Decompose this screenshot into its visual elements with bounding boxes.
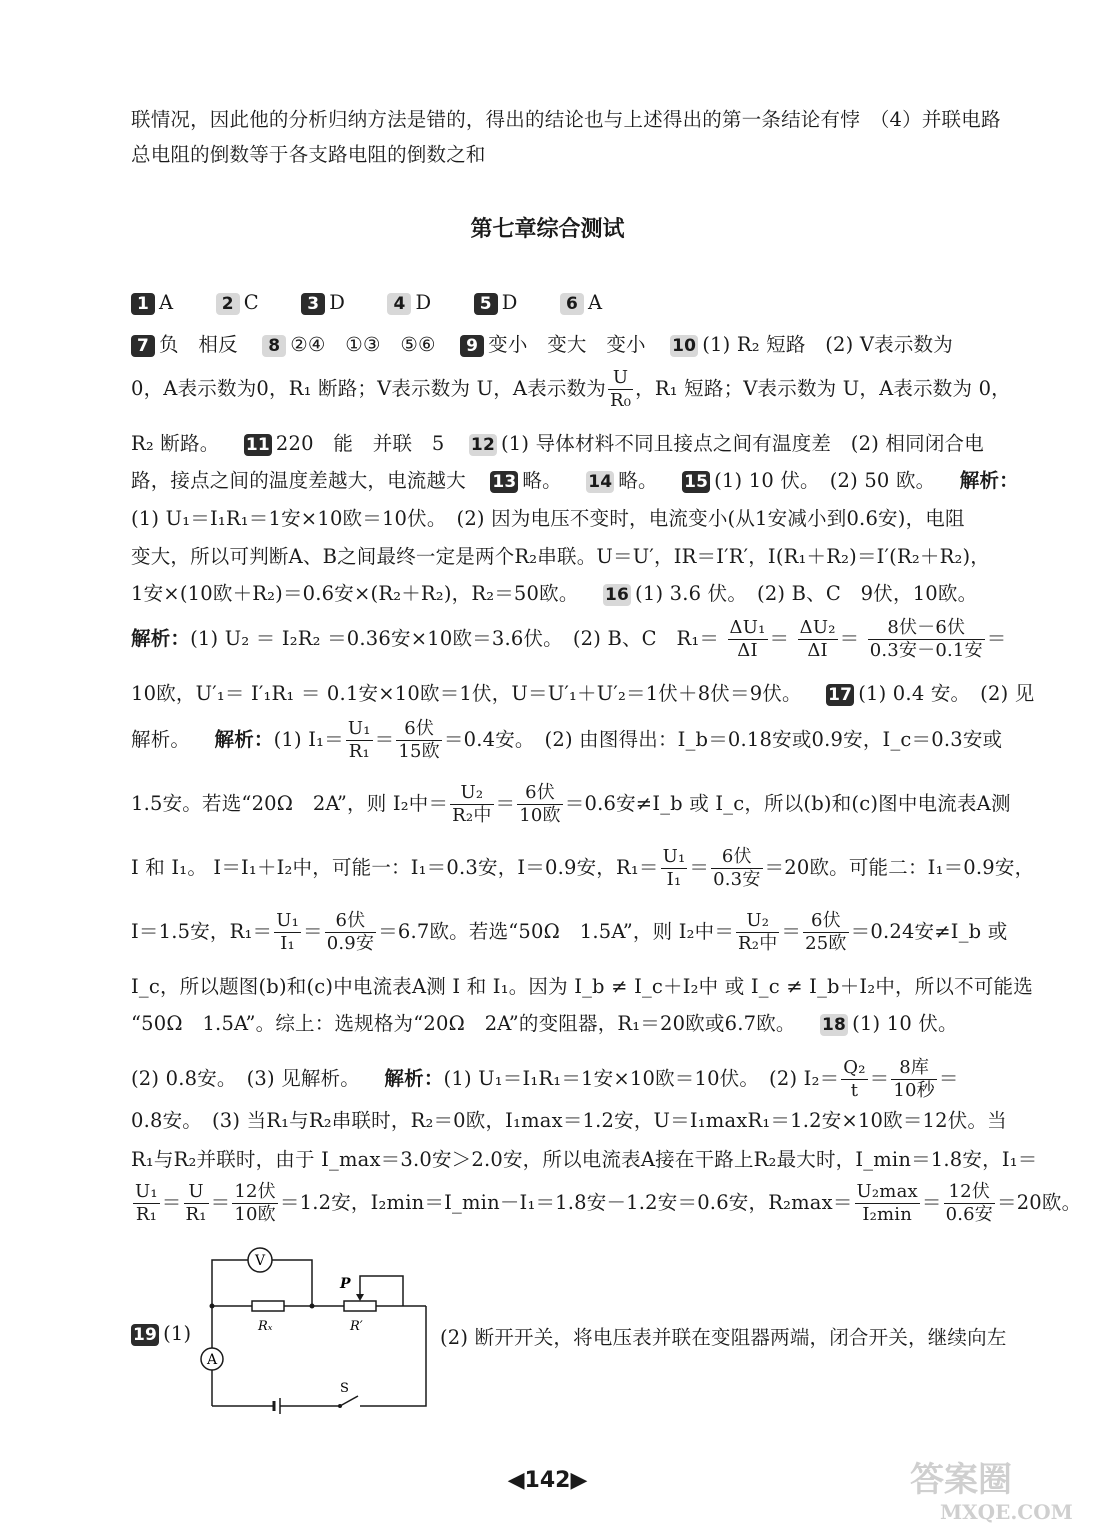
question-number-badge: 4 xyxy=(387,293,411,315)
numerator: 6伏 xyxy=(396,718,442,741)
text-span: 解析。 xyxy=(131,728,191,751)
fraction xyxy=(944,1181,995,1226)
switch-label: S xyxy=(340,1381,349,1396)
denominator: R₀ xyxy=(610,390,632,411)
text-line: I 和 I₁。 I＝I₁＋I₂中，可能一：I₁＝0.3安，I＝0.9安，R₁＝ $\frac{\text{U₁}}{\text{I₁}}$ ＝ $\frac{\text{6伏}}{\text{0.3安}}$ ＝20欧。可能二：I₁＝0.9安， xyxy=(131,846,1035,890)
fraction xyxy=(803,910,849,955)
fraction xyxy=(450,782,493,827)
text-span: 0，A表示数为0，R₁ 断路；V表示数为 U，A表示数为 xyxy=(131,377,606,400)
text-span: “50Ω 1.5A”。综上：选规格为“20Ω 2A”的变阻器，R₁＝20欧或6.7欧。 xyxy=(131,1012,796,1035)
numerator: 12伏 xyxy=(234,1181,276,1202)
fraction xyxy=(133,1181,160,1226)
numerator: U₁ xyxy=(135,1181,158,1202)
answer-row xyxy=(131,1322,191,1346)
text-span: I 和 I₁。 I＝I₁＋I₂中，可能一：I₁＝0.3安，I＝0.9安，R₁＝ xyxy=(131,856,659,879)
denominator: 0.6安 xyxy=(945,1204,993,1225)
denominator: 0.3安 xyxy=(713,869,761,890)
answer-text: 变小 变大 变小 xyxy=(488,333,646,356)
page-number: ◀142▶ xyxy=(507,1468,588,1493)
text-line: 变大，所以可判断A、B之间最终一定是两个R₂串联。U＝U′，IR＝I′R′，I(R₁＋R₂)＝I′(R₂＋R₂)， xyxy=(131,545,990,568)
answer-text: (1) 10 伏。 (2) 50 欧。 xyxy=(714,469,936,492)
text-line: (2) 断开开关，将电压表并联在变阻器两端，闭合开关，继续向左 xyxy=(440,1326,1007,1349)
fraction xyxy=(891,1057,937,1102)
question-number-badge: 19 xyxy=(133,1324,158,1345)
answer-text: C xyxy=(243,291,259,314)
question-number-badge: 1 xyxy=(131,293,155,315)
text-span: ＝20欧。可能二：I₁＝0.9安， xyxy=(764,856,1035,879)
denominator: 10欧 xyxy=(234,1204,276,1225)
numerator: U₂ xyxy=(736,910,779,933)
answer-text: (1) xyxy=(163,1322,192,1345)
text-line: I＝1.5安，R₁＝ $\frac{\text{U₁}}{\text{I₁}}$ ＝ $\frac{\text{6伏}}{\text{0.9安}}$ ＝6.7欧。若选“50Ω 1.5A”，则 I₂中＝ $\frac{\text{U₂}}{\text{R₂中}}$ ＝ $\frac{\text{6伏}}{\text{25欧}}$ ＝0.24安≠I_b 或 xyxy=(131,910,1008,954)
fraction xyxy=(325,910,376,955)
answer-text: 略。 xyxy=(522,469,562,492)
text-span: (1) U₂ ＝ I₂R₂ ＝0.36安×10欧＝3.6伏。 (2) B、C R₁＝ xyxy=(190,627,720,650)
answer-text: A xyxy=(159,291,174,314)
answer-text: (1) 3.6 伏。 (2) B、C 9伏，10欧。 xyxy=(635,582,978,605)
denominator: ΔI xyxy=(807,640,828,661)
numerator: 6伏 xyxy=(803,910,849,933)
fraction xyxy=(736,910,779,955)
question-number-badge: 16 xyxy=(604,584,630,605)
analysis-label: 解析： xyxy=(384,1067,444,1090)
denominator: t xyxy=(850,1080,859,1101)
slider-arrow-icon xyxy=(356,1294,364,1301)
numerator: U₁ xyxy=(276,910,300,931)
text-line: (2) 0.8安。 (3) 见解析。 解析：(1) U₁＝I₁R₁＝1安×10欧＝10伏。 (2) I₂＝ $\frac{\text{Q₂}}{t}$ ＝ $\frac{\text{8库}}{\text{10秒}}$ ＝ xyxy=(131,1057,959,1101)
answer-text: (1) 导体材料不同且接点之间有温度差 (2) 相同闭合电 xyxy=(500,432,984,455)
slider-label: P xyxy=(340,1276,351,1292)
answer-row xyxy=(131,1008,958,1036)
numerator: U₁ xyxy=(347,718,371,739)
fraction xyxy=(798,617,838,662)
numerator: U xyxy=(608,367,633,390)
text-line: I_c，所以题图(b)和(c)中电流表A测 I 和 I₁。因为 I_b ≠ I_c＋I₂中 或 I_c ≠ I_b＋I₂中，所以不可能选 xyxy=(131,975,1033,998)
analysis-label: 解析： xyxy=(214,728,274,751)
denominator: 10秒 xyxy=(893,1080,935,1101)
question-number-badge: 5 xyxy=(474,293,498,315)
fraction xyxy=(232,1181,278,1226)
answer-text: 220 能 并联 5 xyxy=(275,432,445,455)
answer-text: D xyxy=(415,291,432,314)
question-number-badge: 2 xyxy=(216,293,240,315)
denominator: R₁ xyxy=(135,1204,157,1225)
denominator: ΔI xyxy=(737,640,758,661)
text-line xyxy=(131,367,1011,412)
fraction xyxy=(728,617,768,662)
text-span: (2) 0.8安。 (3) 见解析。 xyxy=(131,1067,361,1090)
question-number-badge: 7 xyxy=(131,335,155,357)
text-line: 解析：(1) U₂ ＝ I₂R₂ ＝0.36安×10欧＝3.6伏。 (2) B、C R₁＝ $\frac{\text{ΔU₁}}{\Delta I}$ ＝ $\frac{\text{ΔU₂}}{\Delta I}$ ＝ $\frac{\text{8伏－6伏}}{\text{0.3安－0.1安}}$ ＝ xyxy=(131,617,1007,661)
question-number-badge: 18 xyxy=(822,1014,847,1035)
question-number-badge: 8 xyxy=(262,335,286,357)
text-line: 联情况，因此他的分析归纳方法是错的，得出的结论也与上述得出的第一条结论有悖 （4）并联电路 xyxy=(131,108,1001,131)
question-number-badge: 6 xyxy=(560,293,584,315)
text-span: ＝20欧。 xyxy=(997,1191,1082,1214)
denominator: R₂中 xyxy=(738,933,778,954)
denominator: I₁ xyxy=(280,933,295,954)
answer-row xyxy=(131,578,977,606)
ammeter-label: A xyxy=(207,1352,218,1368)
fraction xyxy=(184,1181,209,1226)
text-span: 10欧，U′₁＝ I′₁R₁ ＝ 0.1安×10欧＝1伏，U＝U′₁＋U′₂＝1伏＋8伏＝9伏。 xyxy=(131,682,802,705)
answer-text: ②④ ①③ ⑤⑥ xyxy=(290,333,436,356)
text-line: 总电阻的倒数等于各支路电阻的倒数之和 xyxy=(131,143,486,166)
text-span: ＝0.6安≠I_b 或 I_c，所以(b)和(c)图中电流表A测 xyxy=(564,792,1011,815)
denominator: R₂中 xyxy=(452,805,492,826)
fraction xyxy=(855,1181,920,1226)
fraction xyxy=(661,846,688,891)
answer-row xyxy=(131,428,984,456)
numerator: U xyxy=(184,1181,209,1204)
denominator: I₂min xyxy=(862,1204,913,1225)
analysis-label: 解析： xyxy=(131,627,191,650)
denominator: 0.9安 xyxy=(326,933,375,954)
numerator: U₁ xyxy=(662,846,686,867)
text-span: ，R₁ 短路；V表示数为 U，A表示数为 0， xyxy=(635,377,1011,400)
denominator: I₁ xyxy=(666,869,682,890)
fraction xyxy=(274,910,301,955)
voltmeter-label: V xyxy=(255,1253,266,1269)
answer-text: 负 相反 xyxy=(159,333,238,356)
numerator: 6伏 xyxy=(711,846,762,869)
question-number-badge: 11 xyxy=(245,434,270,455)
answer-text: (1) 0.4 安。 (2) 见 xyxy=(858,682,1035,705)
watermark-url: MXQE.COM xyxy=(940,1500,1073,1524)
question-number-badge: 17 xyxy=(828,684,853,705)
fraction xyxy=(841,1057,867,1102)
denominator: 15欧 xyxy=(398,741,440,762)
question-number-badge: 3 xyxy=(301,293,325,315)
answer-row xyxy=(131,678,1035,706)
answer-text: (1) R₂ 短路 (2) V表示数为 xyxy=(702,333,953,356)
fraction xyxy=(346,718,373,763)
fraction xyxy=(396,718,442,763)
numerator: 12伏 xyxy=(944,1181,995,1204)
answer-text: D xyxy=(501,291,518,314)
text-span: 路，接点之间的温度差越大，电流越大 xyxy=(131,469,466,492)
question-number-badge: 10 xyxy=(672,335,697,356)
text-span: (1) U₁＝I₁R₁＝1安×10欧＝10伏。 (2) I₂＝ xyxy=(443,1067,840,1090)
numerator: 8库 xyxy=(891,1057,937,1080)
circuit-diagram xyxy=(190,1240,440,1420)
page-title: 第七章综合测试 xyxy=(470,217,625,242)
answer-text: D xyxy=(329,291,346,314)
rprime-label: R′ xyxy=(350,1319,363,1334)
numerator: 8伏－6伏 xyxy=(868,617,985,640)
denominator: 25欧 xyxy=(805,933,847,954)
text-line: R₁与R₂并联时，由于 I_max＝3.0安＞2.0安，所以电流表A接在干路上R₂最大时，I_min＝1.8安，I₁＝ xyxy=(131,1148,1038,1171)
watermark-logo xyxy=(900,1455,1090,1525)
numerator: 6伏 xyxy=(325,910,376,933)
watermark-text: 答案圈 xyxy=(910,1460,1012,1500)
denominator: R₁ xyxy=(185,1204,207,1225)
fraction xyxy=(517,782,563,827)
question-number-badge: 9 xyxy=(460,335,484,357)
numerator: ΔU₂ xyxy=(799,617,836,638)
text-span: ＝1.2安，I₂min＝I_min－I₁＝1.8安－1.2安＝0.6安，R₂max＝ xyxy=(279,1191,853,1214)
text-line: $\frac{\text{U₁}}{\text{R₁}}$ ＝ $\frac{U}{\text{R₁}}$ ＝ $\frac{\text{12伏}}{\text{10欧}}$ ＝1.2安，I₂min＝I_min－I₁＝1.8安－1.2安＝0.6安，R₂max＝ $\frac{\text{U₂max}}{\text{I₂min}}$ ＝ $\frac{\text{12伏}}{\text{0.6安}}$ ＝20欧。 xyxy=(135,1181,1082,1225)
answer-text: 略。 xyxy=(618,469,658,492)
fraction xyxy=(868,617,985,662)
denominator: 0.3安－0.1安 xyxy=(869,640,983,661)
text-span: I＝1.5安，R₁＝ xyxy=(131,920,273,943)
numerator: U₂max xyxy=(856,1181,918,1202)
text-line: 解析。 解析：(1) I₁＝ $\frac{\text{U₁}}{\text{R₁}}$ ＝ $\frac{\text{6伏}}{\text{15欧}}$ ＝0.4安。 (2) 由图得出：I_b＝0.18安或0.9安，I_c＝0.3安或 xyxy=(131,718,1003,762)
question-number-badge: 12 xyxy=(470,434,495,455)
numerator: Q₂ xyxy=(843,1057,866,1078)
question-number-badge: 13 xyxy=(492,471,517,492)
question-number-badge: 15 xyxy=(684,471,709,492)
answer-text: (1) 10 伏。 xyxy=(852,1012,958,1035)
rx-label: Rₓ xyxy=(258,1319,273,1334)
text-span: ＝0.24安≠I_b 或 xyxy=(850,920,1008,943)
text-line: (1) U₁＝I₁R₁＝1安×10欧＝10伏。 (2) 因为电压不变时，电流变小(从1安减小到0.6安)，电阻 xyxy=(131,507,965,530)
analysis-label: 解析： xyxy=(959,469,1019,492)
answer-row xyxy=(131,291,602,315)
numerator: U₂ xyxy=(450,782,493,805)
text-span: ＝0.4安。 (2) 由图得出：I_b＝0.18安或0.9安，I_c＝0.3安或 xyxy=(443,728,1003,751)
text-span: R₂ 断路。 xyxy=(131,432,220,455)
text-span: (1) I₁＝ xyxy=(273,728,344,751)
text-span: 1.5安。若选“20Ω 2A”，则 I₂中＝ xyxy=(131,792,449,815)
answer-row xyxy=(131,465,1019,493)
fraction xyxy=(711,846,762,891)
text-span: ＝6.7欧。若选“50Ω 1.5A”，则 I₂中＝ xyxy=(378,920,735,943)
answer-text: A xyxy=(587,291,603,314)
denominator: 10欧 xyxy=(519,805,561,826)
numerator: ΔU₁ xyxy=(729,617,766,638)
fraction xyxy=(608,367,633,412)
text-line: 1.5安。若选“20Ω 2A”，则 I₂中＝ $\frac{\text{U₂}}{\text{R₂中}}$ ＝ $\frac{\text{6伏}}{\text{10欧}}$ ＝0.6安≠I_b 或 I_c，所以(b)和(c)图中电流表A测 xyxy=(131,782,1011,826)
text-line: 0.8安。 (3) 当R₁与R₂串联时，R₂＝0欧，I₁max＝1.2安，U＝I₁maxR₁＝1.2安×10欧＝12伏。当 xyxy=(131,1109,1007,1132)
question-number-badge: 14 xyxy=(588,471,613,492)
answer-row xyxy=(131,329,953,357)
numerator: 6伏 xyxy=(517,782,563,805)
text-span: 1安×(10欧＋R₂)＝0.6安×(R₂＋R₂)，R₂＝50欧。 xyxy=(131,582,579,605)
denominator: R₁ xyxy=(348,741,370,762)
